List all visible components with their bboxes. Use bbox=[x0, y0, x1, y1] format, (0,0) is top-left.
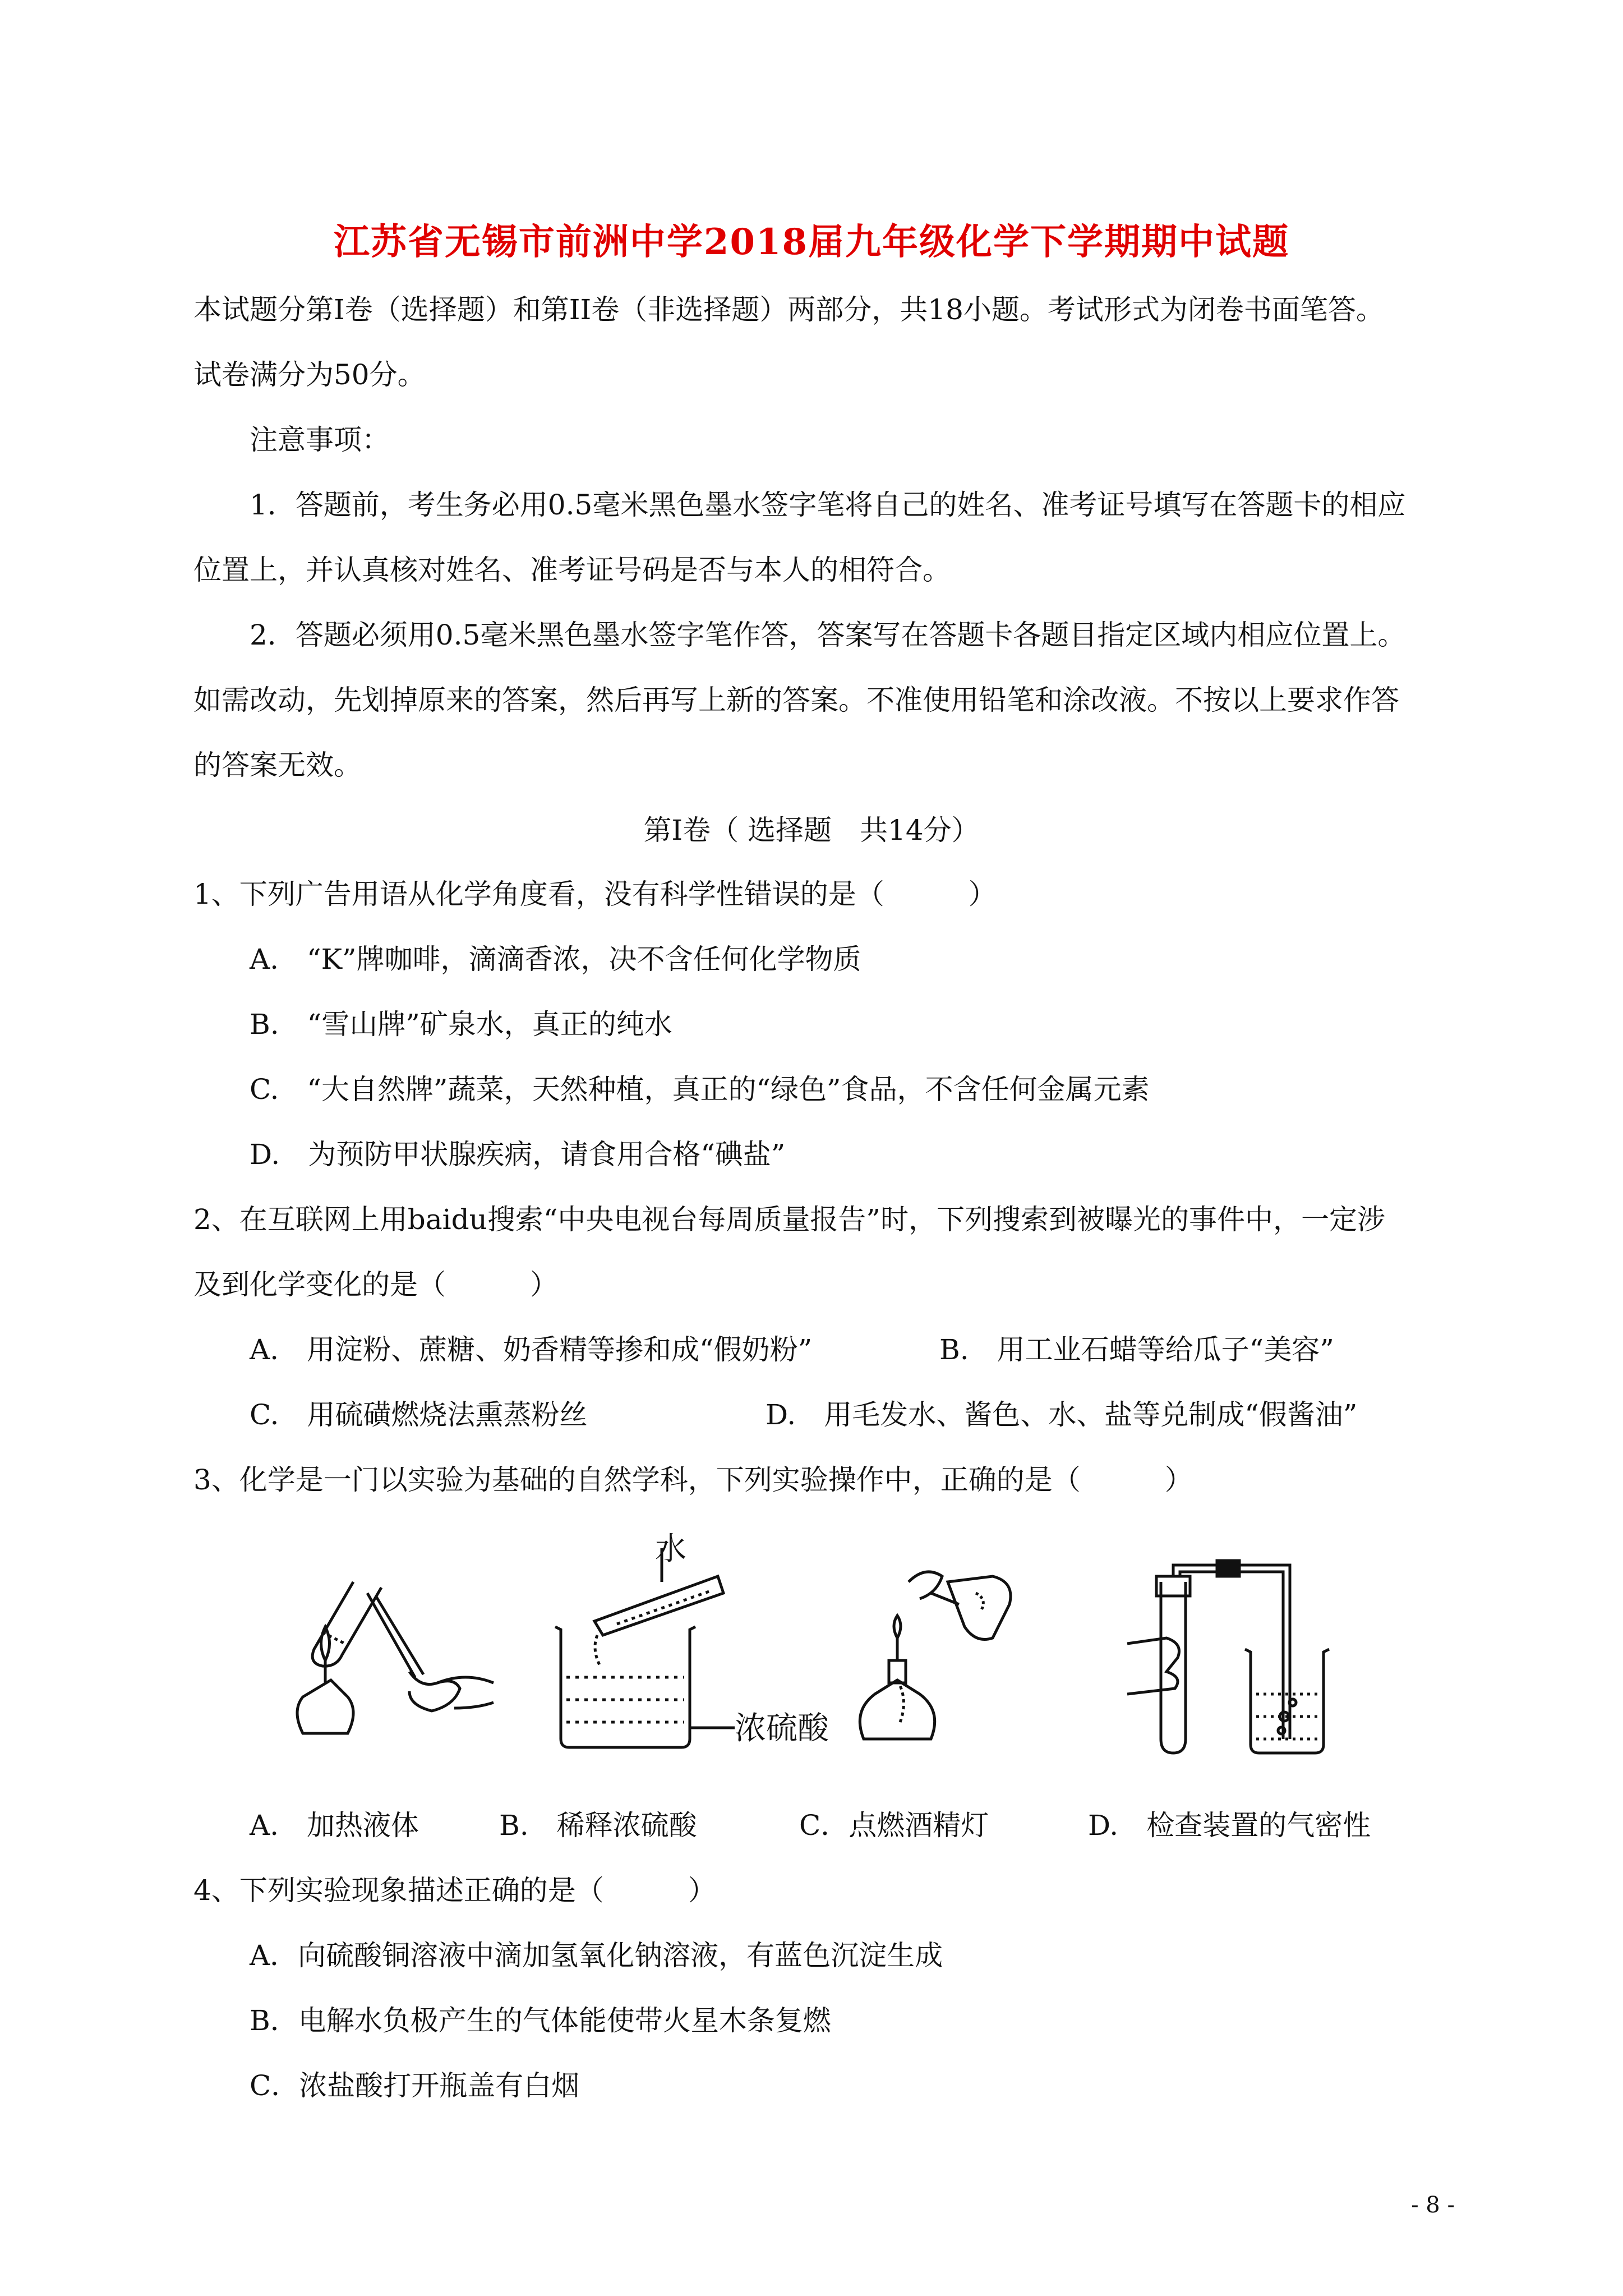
question-4-option-c: C．浓盐酸打开瓶盖有白烟 bbox=[250, 2069, 580, 2102]
figure-checking-airtightness bbox=[1116, 1559, 1329, 1761]
question-2-option-c: C. 用硫磺燃烧法熏蒸粉丝 bbox=[250, 1398, 588, 1431]
question-1-option-d: D. 为预防甲状腺疾病，请食用合格“碘盐” bbox=[250, 1138, 786, 1171]
question-2-option-a: A. 用淀粉、蔗糖、奶香精等掺和成“假奶粉” bbox=[250, 1333, 813, 1366]
question-3-option-c: C．点燃酒精灯 bbox=[799, 1809, 989, 1842]
note-1-line-2: 位置上，并认真核对姓名、准考证号码是否与本人的相符合。 bbox=[193, 554, 951, 586]
note-1-line-1: 1．答题前，考生务必用0.5毫米黑色墨水签字笔将自己的姓名、准考证号填写在答题卡的相应 bbox=[250, 489, 1406, 521]
intro-line-2: 试卷满分为50分。 bbox=[193, 358, 426, 391]
question-2-option-d: D. 用毛发水、酱色、水、盐等兑制成“假酱油” bbox=[766, 1398, 1358, 1431]
question-1-option-b: B. “雪山牌”矿泉水，真正的纯水 bbox=[250, 1008, 672, 1041]
label-concentrated-sulfuric-acid: 浓硫酸 bbox=[735, 1710, 829, 1747]
question-4-option-b: B．电解水负极产生的气体能使带火星木条复燃 bbox=[250, 2004, 831, 2037]
question-3-option-b: B. 稀释浓硫酸 bbox=[499, 1809, 697, 1842]
question-1-stem: 1、下列广告用语从化学角度看，没有科学性错误的是（ ） bbox=[193, 878, 997, 910]
section-heading: 第I卷（ 选择题 共14分） bbox=[643, 814, 980, 846]
question-2-stem-line-2: 及到化学变化的是（ ） bbox=[193, 1268, 558, 1301]
figure-heating-liquid bbox=[269, 1571, 505, 1761]
note-2-line-1: 2．答题必须用0.5毫米黑色墨水签字笔作答，答案写在答题卡各题目指定区域内相应位置上。 bbox=[250, 619, 1406, 651]
question-1-option-a: A. “K”牌咖啡，滴滴香浓，决不含任何化学物质 bbox=[250, 943, 861, 976]
question-1-option-c: C. “大自然牌”蔬菜，天然种植，真正的“绿色”食品，不含任何金属元素 bbox=[250, 1073, 1150, 1106]
exam-title: 江苏省无锡市前洲中学2018届九年级化学下学期期中试题 bbox=[333, 221, 1290, 263]
question-4-stem: 4、下列实验现象描述正确的是（ ） bbox=[193, 1874, 716, 1907]
question-3-stem: 3、化学是一门以实验为基础的自然学科，下列实验操作中，正确的是（ ） bbox=[193, 1464, 1193, 1496]
note-2-line-3: 的答案无效。 bbox=[193, 749, 362, 781]
intro-line-1: 本试题分第I卷（选择题）和第II卷（非选择题）两部分，共18小题。考试形式为闭卷书面笔答。 bbox=[193, 293, 1384, 326]
question-2-stem-line-1: 2、在互联网上用baidu搜索“中央电视台每周质量报告”时，下列搜索到被曝光的事件中，一定涉 bbox=[193, 1203, 1385, 1236]
question-2-option-b: B. 用工业石蜡等给瓜子“美容” bbox=[939, 1333, 1334, 1366]
notes-heading: 注意事项： bbox=[250, 424, 390, 456]
question-3-option-a: A. 加热液体 bbox=[250, 1809, 419, 1842]
figure-lighting-alcohol-lamp bbox=[847, 1559, 1032, 1761]
question-3-option-d: D. 检查装置的气密性 bbox=[1088, 1809, 1371, 1842]
question-4-option-a: A．向硫酸铜溶液中滴加氢氧化钠溶液，有蓝色沉淀生成 bbox=[250, 1939, 943, 1972]
page-number: - 8 - bbox=[1411, 2192, 1455, 2218]
figure-diluting-acid bbox=[522, 1531, 829, 1761]
label-water: 水 bbox=[655, 1531, 686, 1567]
note-2-line-2: 如需改动，先划掉原来的答案，然后再写上新的答案。不准使用铅笔和涂改液。不按以上要求作答 bbox=[193, 684, 1399, 716]
